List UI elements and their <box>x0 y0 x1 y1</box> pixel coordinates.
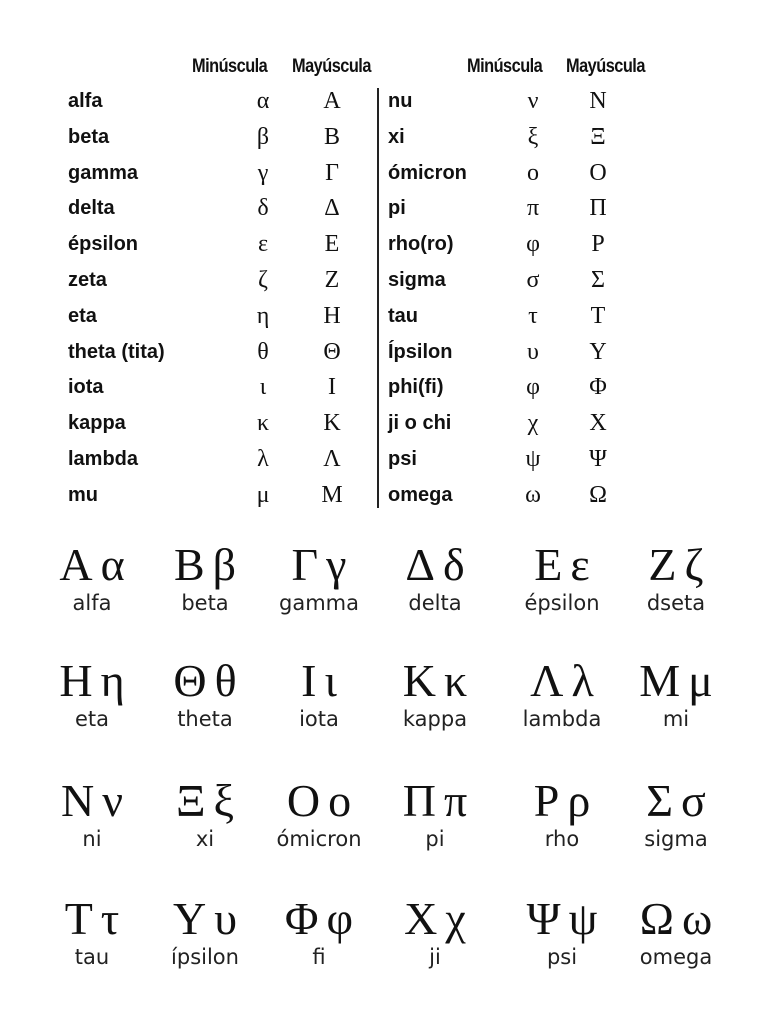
uppercase-letter: Θ <box>323 338 341 365</box>
table-row <box>388 337 718 373</box>
letter-name: omega <box>639 945 713 969</box>
letter-name: sigma <box>388 269 446 291</box>
letter-name: sigma <box>644 827 708 851</box>
uppercase-letter: Γ <box>291 539 319 590</box>
lowercase-letter: θ <box>214 655 237 706</box>
lowercase-letter: ν <box>102 775 124 826</box>
uppercase-letter: Ψ <box>589 446 607 472</box>
letter-card <box>373 776 497 852</box>
letter-pair <box>30 776 154 826</box>
table-row <box>68 444 398 480</box>
uppercase-letter: Υ <box>172 893 207 944</box>
table-row <box>68 193 398 229</box>
uppercase-letter: Γ <box>325 159 339 186</box>
uppercase-letter: Π <box>402 775 436 826</box>
lowercase-letter: ο <box>328 775 352 826</box>
lowercase-letter: ξ <box>527 123 539 150</box>
lowercase-letter: φ <box>526 374 540 401</box>
letter-name: eta <box>74 707 110 731</box>
table-row <box>388 193 718 229</box>
lowercase-letter: τ <box>100 893 120 944</box>
uppercase-letter: Η <box>323 302 341 329</box>
lowercase-letter: υ <box>214 893 237 944</box>
uppercase-letter: Ε <box>324 231 340 258</box>
header-right-lowercase: Minúscula <box>467 56 543 77</box>
lowercase-letter: ι <box>324 655 337 706</box>
letter-pair <box>257 894 381 944</box>
uppercase-letter: Κ <box>402 655 437 706</box>
letter-card <box>614 776 738 852</box>
header-left-uppercase: Mayúscula <box>292 56 371 77</box>
lowercase-letter: δ <box>442 539 465 590</box>
table-row <box>68 158 398 194</box>
letter-name: nu <box>388 90 413 112</box>
uppercase-letter: Μ <box>321 481 343 508</box>
lowercase-letter: ω <box>525 481 541 508</box>
letter-pair <box>500 656 624 706</box>
letter-name: ómicron <box>388 161 467 184</box>
letter-name: theta <box>177 707 233 731</box>
lowercase-letter: η <box>256 302 270 329</box>
lowercase-letter: ε <box>570 539 590 590</box>
letter-card <box>500 776 624 852</box>
uppercase-letter: Λ <box>530 655 564 706</box>
uppercase-letter: Β <box>173 539 205 590</box>
letter-pair <box>373 656 497 706</box>
letter-name: gamma <box>68 161 139 184</box>
table-row <box>388 265 718 301</box>
lowercase-letter: φ <box>526 231 540 258</box>
letter-name: omega <box>388 483 453 506</box>
lowercase-letter: ξ <box>213 775 235 826</box>
letter-card <box>373 540 497 616</box>
letter-card <box>143 656 267 732</box>
letter-card <box>143 776 267 852</box>
letter-name: pi <box>425 827 445 851</box>
lowercase-letter: β <box>256 123 270 150</box>
lowercase-letter: υ <box>527 338 539 365</box>
letter-pair <box>614 894 738 944</box>
letter-name: psi <box>388 448 417 470</box>
uppercase-letter: Τ <box>64 893 93 944</box>
uppercase-letter: Α <box>323 88 341 114</box>
letter-name: kappa <box>402 707 468 731</box>
lowercase-letter: τ <box>528 302 538 329</box>
lowercase-letter: ι <box>259 374 267 401</box>
letter-name: lambda <box>68 448 139 470</box>
letter-name: iota <box>68 376 104 399</box>
letter-card <box>373 656 497 732</box>
letter-card <box>257 656 381 732</box>
letter-pair <box>30 540 154 590</box>
table-row <box>388 301 718 337</box>
letter-pair <box>614 540 738 590</box>
letter-pair <box>500 894 624 944</box>
lowercase-letter: λ <box>257 446 269 472</box>
lowercase-letter: γ <box>257 159 269 186</box>
lowercase-letter: χ <box>445 893 466 944</box>
table-row <box>388 408 718 444</box>
letter-name: épsilon <box>68 233 139 256</box>
letter-card <box>373 894 497 970</box>
uppercase-letter: Ι <box>328 374 336 401</box>
letter-name: Ípsilon <box>388 340 453 363</box>
letter-pair <box>500 776 624 826</box>
uppercase-letter: Α <box>59 539 93 590</box>
letter-name: pi <box>388 197 406 220</box>
letter-name: ómicron <box>276 827 362 851</box>
letter-name: ni <box>82 827 102 851</box>
lowercase-letter: δ <box>257 195 269 222</box>
letter-name: delta <box>68 197 115 220</box>
letter-name: phi(fi) <box>388 376 444 399</box>
uppercase-letter: Η <box>59 655 93 706</box>
letter-name: mi <box>662 707 690 731</box>
uppercase-letter: Ζ <box>324 267 340 293</box>
letter-card <box>614 656 738 732</box>
letter-name: fi <box>312 945 326 969</box>
letter-name: gamma <box>279 591 359 615</box>
lowercase-letter: η <box>100 655 125 706</box>
table-row <box>388 229 718 265</box>
uppercase-letter: Ε <box>534 539 563 590</box>
letter-card <box>257 540 381 616</box>
table-row <box>68 301 398 337</box>
lowercase-letter: ν <box>527 88 539 114</box>
letter-card <box>30 894 154 970</box>
lowercase-letter: ψ <box>568 893 598 944</box>
letter-pair <box>373 540 497 590</box>
letter-pair <box>143 540 267 590</box>
lowercase-letter: α <box>100 539 125 590</box>
letter-card <box>30 776 154 852</box>
uppercase-letter: Ζ <box>648 539 677 590</box>
table-row <box>68 337 398 373</box>
letter-name: delta <box>408 591 462 615</box>
letter-pair <box>373 894 497 944</box>
letter-pair <box>30 894 154 944</box>
letter-card <box>30 540 154 616</box>
uppercase-letter: Ν <box>589 88 607 114</box>
lowercase-letter: ψ <box>525 446 541 472</box>
uppercase-letter: Ξ <box>590 123 606 150</box>
letter-pair <box>373 776 497 826</box>
letter-card <box>614 540 738 616</box>
lowercase-letter: σ <box>680 775 706 826</box>
letter-pair <box>257 540 381 590</box>
uppercase-letter: Σ <box>591 267 605 293</box>
letter-pair <box>143 656 267 706</box>
letter-pair <box>257 656 381 706</box>
table-row <box>68 480 398 516</box>
header-right-uppercase: Mayúscula <box>566 56 645 77</box>
letter-name: xi <box>195 827 215 851</box>
lowercase-letter: ζ <box>684 539 704 590</box>
table-row <box>68 229 398 265</box>
letter-name: kappa <box>68 412 126 435</box>
table-row <box>388 122 718 158</box>
letter-name: psi <box>546 945 578 969</box>
letter-pair <box>500 540 624 590</box>
uppercase-letter: Λ <box>323 446 341 472</box>
uppercase-letter: Δ <box>405 539 435 590</box>
uppercase-letter: Β <box>323 123 340 150</box>
uppercase-letter: Ο <box>286 775 321 826</box>
uppercase-letter: Χ <box>589 410 607 437</box>
letter-name: beta <box>68 125 110 148</box>
letter-name: dseta <box>646 591 706 615</box>
letter-card <box>257 894 381 970</box>
uppercase-letter: Φ <box>589 374 607 401</box>
uppercase-letter: Φ <box>284 893 319 944</box>
letter-name: ji o chi <box>388 412 452 435</box>
lowercase-letter: π <box>526 195 540 222</box>
lowercase-letter: χ <box>527 410 539 437</box>
letter-name: alfa <box>68 90 103 112</box>
lowercase-letter: α <box>256 88 270 114</box>
table-row <box>68 122 398 158</box>
letter-name: ji <box>429 945 441 969</box>
uppercase-letter: Ο <box>589 159 607 186</box>
uppercase-letter: Ψ <box>526 893 561 944</box>
letter-name: épsilon <box>524 591 600 615</box>
letter-name: alfa <box>72 591 112 615</box>
letter-name: ípsilon <box>171 945 239 969</box>
lowercase-letter: θ <box>257 338 269 365</box>
letter-name: rho <box>544 827 580 851</box>
lowercase-letter: μ <box>256 481 270 508</box>
letter-pair <box>143 776 267 826</box>
lowercase-letter: μ <box>688 655 713 706</box>
lowercase-letter: ο <box>527 159 539 186</box>
uppercase-letter: Δ <box>324 195 340 222</box>
letter-name: tau <box>388 304 418 327</box>
table-row <box>388 86 718 122</box>
lowercase-letter: κ <box>256 410 270 437</box>
letter-pair <box>614 656 738 706</box>
uppercase-letter: Μ <box>639 655 681 706</box>
letter-name: tau <box>74 945 110 969</box>
uppercase-letter: Π <box>589 195 607 222</box>
lowercase-letter: β <box>212 539 237 590</box>
table-row <box>68 265 398 301</box>
uppercase-letter: Χ <box>404 893 438 944</box>
table-row <box>388 372 718 408</box>
table-row <box>68 408 398 444</box>
uppercase-letter: Ρ <box>591 231 605 258</box>
lowercase-letter: ρ <box>567 775 591 826</box>
uppercase-letter: Ξ <box>175 775 206 826</box>
lowercase-letter: κ <box>444 655 468 706</box>
uppercase-letter: Ι <box>301 655 317 706</box>
letter-card <box>257 776 381 852</box>
lowercase-letter: ε <box>257 231 269 258</box>
letter-card <box>500 540 624 616</box>
letter-card <box>143 540 267 616</box>
letter-name: mu <box>68 483 98 506</box>
lowercase-letter: π <box>444 775 468 826</box>
lowercase-letter: γ <box>326 539 347 590</box>
header-left-lowercase: Minúscula <box>192 56 268 77</box>
table-row <box>388 480 718 516</box>
letter-name: rho(ro) <box>388 233 454 256</box>
uppercase-letter: Κ <box>323 410 341 437</box>
uppercase-letter: Τ <box>590 302 606 329</box>
table-row <box>388 158 718 194</box>
letter-name: iota <box>299 707 339 731</box>
letter-pair <box>257 776 381 826</box>
uppercase-letter: Ν <box>60 775 95 826</box>
lowercase-letter: ζ <box>258 267 268 293</box>
letter-name: eta <box>68 304 97 327</box>
letter-card <box>500 656 624 732</box>
uppercase-letter: Ω <box>589 481 607 508</box>
letter-card <box>30 656 154 732</box>
uppercase-letter: Υ <box>589 338 607 365</box>
letter-name: xi <box>388 125 405 148</box>
letter-card <box>500 894 624 970</box>
uppercase-letter: Ρ <box>533 775 560 826</box>
letter-pair <box>30 656 154 706</box>
lowercase-letter: ω <box>681 893 713 944</box>
letter-card <box>143 894 267 970</box>
lowercase-letter: σ <box>526 267 540 293</box>
table-row <box>68 372 398 408</box>
table-row <box>68 86 398 122</box>
letter-pair <box>614 776 738 826</box>
letter-name: zeta <box>68 269 107 291</box>
letter-pair <box>143 894 267 944</box>
table-row <box>388 444 718 480</box>
letter-name: lambda <box>522 707 602 731</box>
uppercase-letter: Σ <box>646 775 673 826</box>
lowercase-letter: φ <box>326 893 354 944</box>
letter-card <box>614 894 738 970</box>
lowercase-letter: λ <box>571 655 594 706</box>
letter-name: theta (tita) <box>68 340 165 363</box>
uppercase-letter: Ω <box>639 893 674 944</box>
uppercase-letter: Θ <box>173 655 207 706</box>
letter-name: beta <box>181 591 229 615</box>
